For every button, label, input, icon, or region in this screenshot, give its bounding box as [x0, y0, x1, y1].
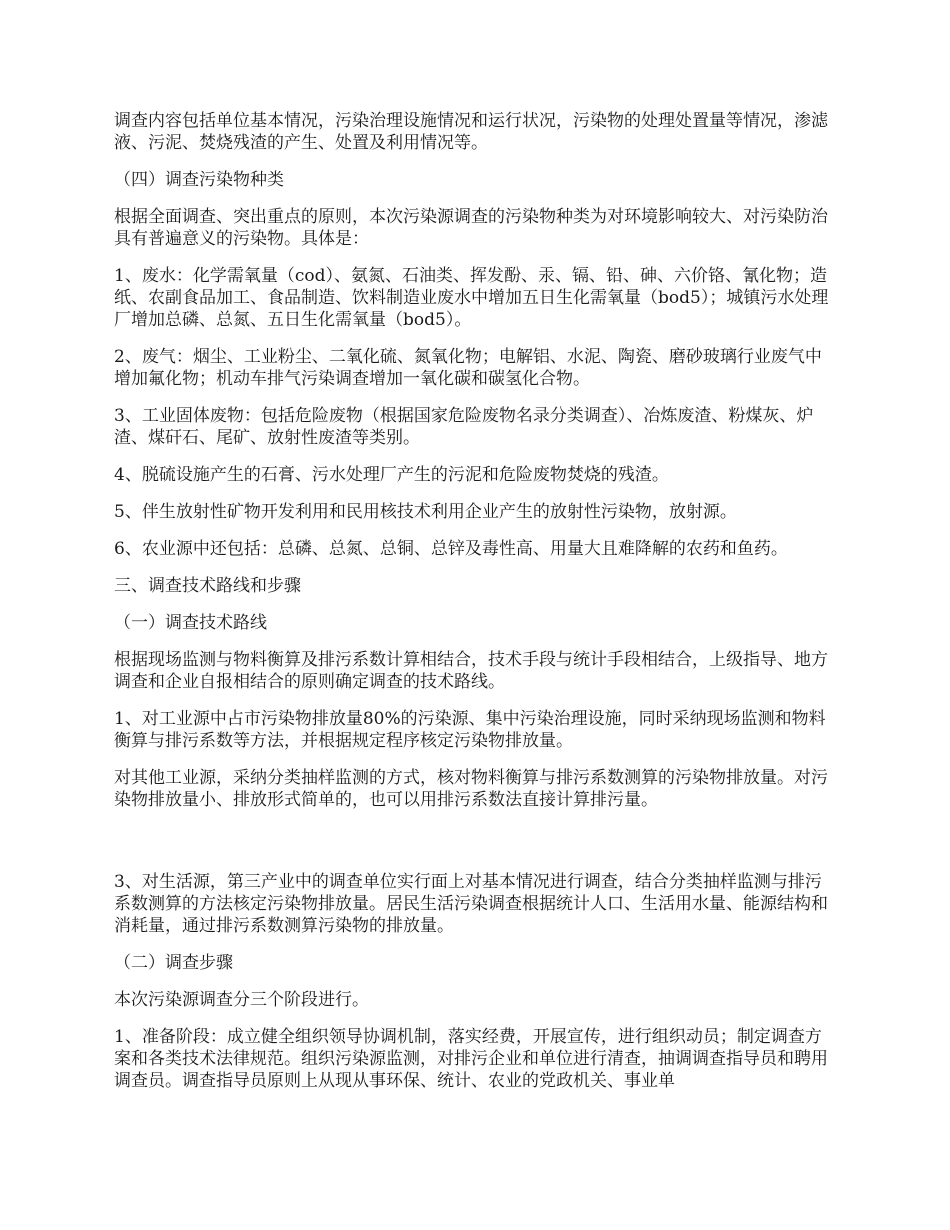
paragraph-survey-content: 调查内容包括单位基本情况，污染治理设施情况和运行状况，污染物的处理处置量等情况，渗滤液、污泥、焚烧残渣的产生、处置及利用情况等。 [114, 111, 828, 153]
list-item-waste-gas: 2、废气：烟尘、工业粉尘、二氧化硫、氮氧化物；电解铝、水泥、陶瓷、磨砂玻璃行业废气中增加氟化物；机动车排气污染调查增加一氧化碳和碳氢化合物。 [114, 347, 822, 389]
heading-technical-route: （一）调查技术路线 [114, 613, 267, 633]
paragraph-technical-route: 根据现场监测与物料衡算及排污系数计算相结合，技术手段与统计手段相结合，上级指导、地方调查和企业自报相结合的原则确定调查的技术路线。 [114, 650, 828, 692]
document-page [114, 110, 836, 1107]
list-item-domestic-sources: 3、对生活源，第三产业中的调查单位实行面上对基本情况进行调查，结合分类抽样监测与排污系数测算的方法核定污染物排放量。居民生活污染调查根据统计人口、生活用水量、能源结构和消耗量，通过排污系数测算污染物的排放量。 [114, 872, 828, 936]
list-item-wastewater: 1、废水：化学需氧量（cod）、氨氮、石油类、挥发酚、汞、镉、铅、砷、六价铬、氰化物；造纸、农副食品加工、食品制造、饮料制造业废水中增加五日生化需氧量（bod5）；城镇污水处理厂增加总磷、总氮、五日生化需氧量（bod5）。 [114, 266, 829, 330]
paragraph-pollutant-principle: 根据全面调查、突出重点的原则，本次污染源调查的污染物种类为对环境影响较大、对污染防治具有普遍意义的污染物。具体是： [114, 207, 828, 249]
heading-section-three: 三、调查技术路线和步骤 [114, 576, 301, 596]
list-item-industrial-sources: 1、对工业源中占市污染物排放量80%的污染源、集中污染治理设施，同时采纳现场监测和物料衡算与排污系数等方法，并根据规定程序核定污染物排放量。 [114, 709, 826, 751]
heading-survey-steps: （二）调查步骤 [114, 953, 233, 973]
list-item-desulfurization: 4、脱硫设施产生的石膏、污水处理厂产生的污泥和危险废物焚烧的残渣。 [114, 465, 669, 485]
list-item-radioactive: 5、伴生放射性矿物开发利用和民用核技术利用企业产生的放射性污染物，放射源。 [114, 502, 737, 522]
list-item-preparation-stage: 1、准备阶段：成立健全组织领导协调机制，落实经费，开展宣传，进行组织动员；制定调查方案和各类技术法律规范。组织污染源监测，对排污企业和单位进行清查，抽调调查指导员和聘用调查员。调查指导员原则上从现从事环保、统计、农业的党政机关、事业单 [114, 1027, 828, 1091]
list-item-agriculture: 6、农业源中还包括：总磷、总氮、总铜、总锌及毒性高、用量大且难降解的农药和鱼药。 [114, 539, 788, 559]
heading-pollutant-types: （四）调查污染物种类 [114, 170, 284, 190]
paragraph-three-stages: 本次污染源调查分三个阶段进行。 [114, 990, 369, 1010]
paragraph-other-industrial: 对其他工业源，采纳分类抽样监测的方式，核对物料衡算与排污系数测算的污染物排放量。对污染物排放量小、排放形式简单的，也可以用排污系数法直接计算排污量。 [114, 768, 828, 810]
list-item-solid-waste: 3、工业固体废物：包括危险废物（根据国家危险废物名录分类调查）、冶炼废渣、粉煤灰、炉渣、煤矸石、尾矿、放射性废渣等类别。 [114, 406, 814, 448]
